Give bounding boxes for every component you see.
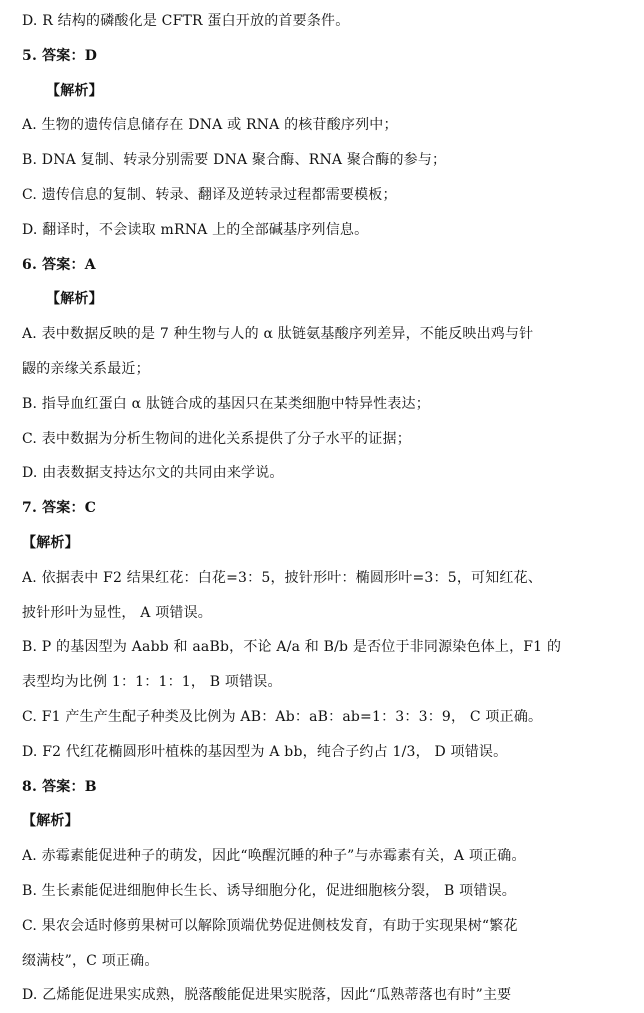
analysis-heading: 【解析】 bbox=[22, 534, 79, 551]
answer-heading: 6. 答案：A bbox=[22, 256, 96, 273]
text-line: 缀满枝”，C 项正确。 bbox=[22, 952, 159, 969]
text-line: B. 指导血红蛋白 α 肽链合成的基因只在某类细胞中特异性表达； bbox=[22, 395, 430, 412]
text-line: A. 生物的遗传信息储存在 DNA 或 RNA 的核苷酸序列中； bbox=[22, 117, 398, 134]
text-line: B. P 的基因型为 Aabb 和 aaBb，不论 A/a 和 B/b 是否位于非同源染色体上，F1 的 bbox=[22, 639, 562, 656]
text-line: A. 赤霉素能促进种子的萌发，因此“唤醒沉睡的种子”与赤霉素有关，A 项正确。 bbox=[22, 848, 526, 865]
text-line: D. 乙烯能促进果实成熟，脱落酸能促进果实脱落，因此“瓜熟蒂落也有时”主要 bbox=[22, 987, 512, 1004]
analysis-heading: 【解析】 bbox=[46, 291, 103, 308]
text-line: 表型均为比例 1：1：1：1， B 项错误。 bbox=[22, 674, 282, 691]
text-line: C. 遗传信息的复制、转录、翻译及逆转录过程都需要模板； bbox=[22, 186, 397, 203]
text-line: C. 表中数据为分析生物间的进化关系提供了分子水平的证据； bbox=[22, 430, 411, 447]
text-line: 披针形叶为显性， A 项错误。 bbox=[22, 604, 213, 621]
analysis-heading: 【解析】 bbox=[46, 82, 103, 99]
answer-heading: 7. 答案：C bbox=[22, 500, 97, 517]
text-line: D. 由表数据支持达尔文的共同由来学说。 bbox=[22, 465, 284, 482]
text-line: B. 生长素能促进细胞伸长生长、诱导细胞分化，促进细胞核分裂， B 项错误。 bbox=[22, 882, 516, 899]
text-line: C. F1 产生产生配子种类及比例为 AB：Ab：aB：ab=1：3：3：9， C 项正确。 bbox=[22, 708, 543, 725]
text-line: B. DNA 复制、转录分别需要 DNA 聚合酶、RNA 聚合酶的参与； bbox=[22, 152, 447, 169]
answer-heading: 8. 答案：B bbox=[22, 778, 97, 795]
text-line: D. F2 代红花椭圆形叶植株的基因型为 A bb，纯合子约占 1/3， D 项错误。 bbox=[22, 743, 508, 760]
text-line: 鼹的亲缘关系最近； bbox=[22, 360, 150, 377]
text-line: D. R 结构的磷酸化是 CFTR 蛋白开放的首要条件。 bbox=[22, 13, 350, 29]
text-line: C. 果农会适时修剪果树可以解除顶端优势促进侧枝发育，有助于实现果树“繁花 bbox=[22, 917, 518, 934]
analysis-heading: 【解析】 bbox=[22, 813, 79, 830]
answer-heading: 5. 答案：D bbox=[22, 47, 98, 64]
text-line: D. 翻译时，不会读取 mRNA 上的全部碱基序列信息。 bbox=[22, 221, 369, 238]
text-line: A. 依据表中 F2 结果红花：白花=3：5，披针形叶：椭圆形叶=3：5，可知红花、 bbox=[22, 569, 543, 586]
text-line: A. 表中数据反映的是 7 种生物与人的 α 肽链氨基酸序列差异，不能反映出鸡与针 bbox=[22, 326, 534, 343]
